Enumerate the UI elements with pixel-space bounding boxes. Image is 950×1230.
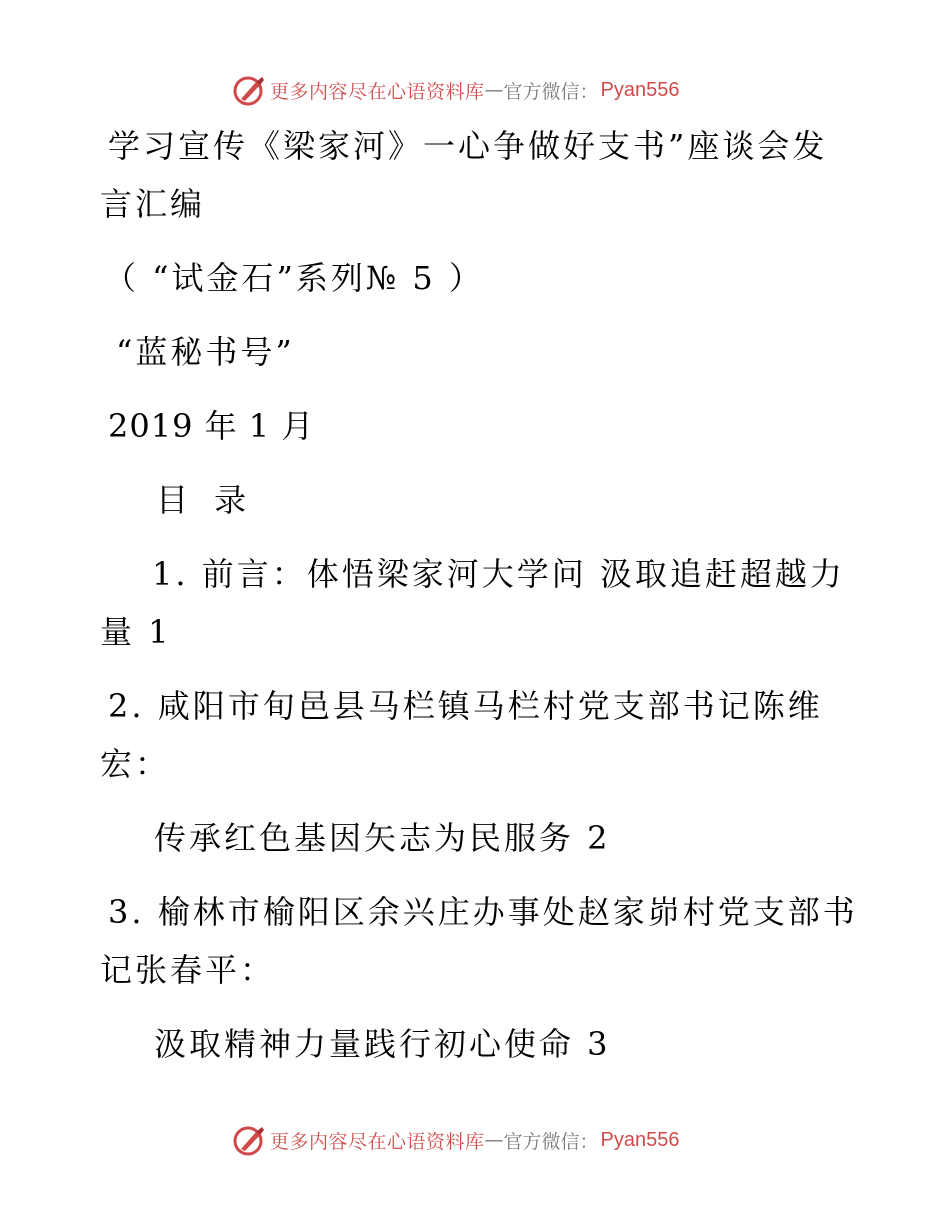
watermark-text: 更多内容尽在心语资料库 <box>270 1130 485 1153</box>
toc-item-2-line2: 宏： <box>100 745 171 783</box>
watermark-separator: — <box>484 1129 504 1151</box>
toc-item-1-line2: 量 1 <box>100 613 172 651</box>
toc-item-1-line1: 1. 前言：体悟梁家河大学问 汲取追赶超越力 <box>152 555 845 593</box>
document-title-line2: 言汇编 <box>100 185 206 223</box>
toc-item-3-line2: 记张春平： <box>100 951 276 989</box>
toc-item-2-line1: 2. 咸阳市旬邑县马栏镇马栏村党支部书记陈维 <box>108 687 823 725</box>
series-label: （ “试金石”系列№ 5 ） <box>104 259 484 297</box>
publisher-label: “蓝秘书号” <box>116 333 295 371</box>
watermark-header <box>232 72 680 108</box>
pen-logo-icon <box>232 73 266 107</box>
toc-item-3-line1: 3. 榆林市榆阳区余兴庄办事处赵家峁村党支部书 <box>108 893 858 931</box>
watermark-footer <box>232 1122 680 1158</box>
watermark-wechat-id: Pyan556 <box>600 78 680 101</box>
watermark-text: 更多内容尽在心语资料库 <box>270 80 485 103</box>
watermark-wechat-id: Pyan556 <box>600 1128 680 1151</box>
document-title-line1: 学习宣传《梁家河》一心争做好支书”座谈会发 <box>108 127 828 165</box>
document-date: 2019 年 1 月 <box>108 407 315 445</box>
toc-item-3-line3: 汲取精神力量践行初心使命 3 <box>154 1025 611 1063</box>
pen-logo-icon <box>232 1123 266 1157</box>
watermark-wechat-label: 官方微信： <box>503 1130 599 1153</box>
watermark-wechat-label: 官方微信： <box>503 80 599 103</box>
toc-item-2-line3: 传承红色基因矢志为民服务 2 <box>154 819 611 857</box>
watermark-separator: — <box>484 79 504 101</box>
toc-heading: 目 录 <box>156 481 255 519</box>
